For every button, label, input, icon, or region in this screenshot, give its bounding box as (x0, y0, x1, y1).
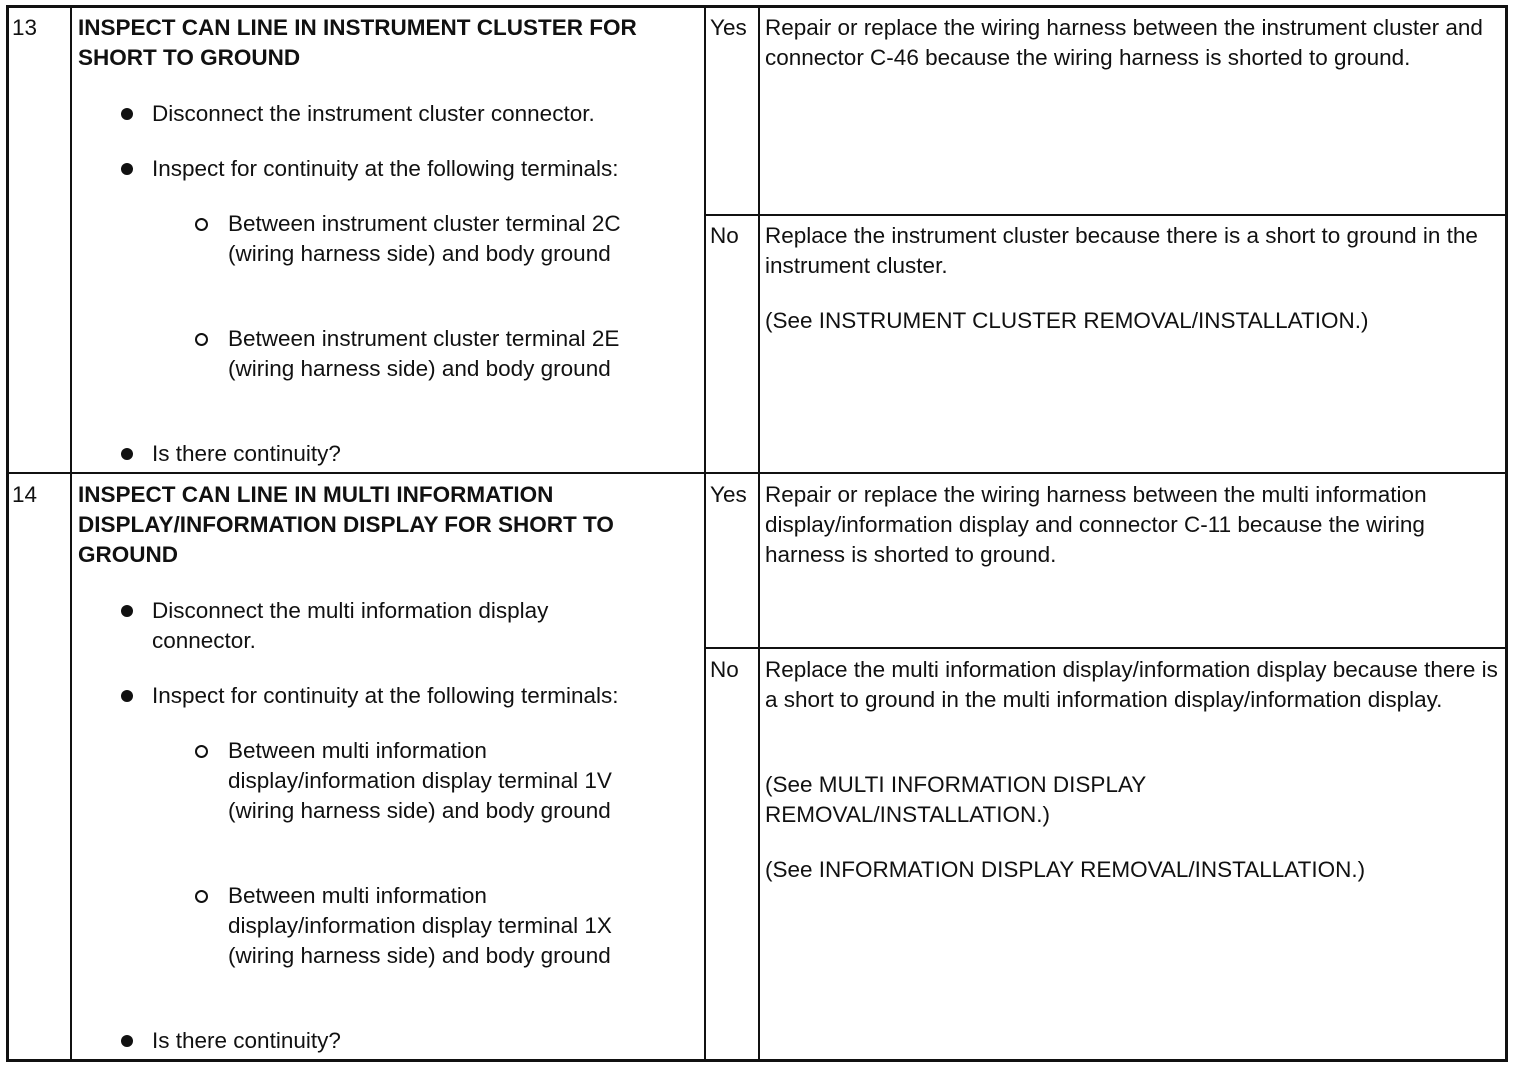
row-divider (9, 472, 1505, 474)
sub-bullet-text: Between instrument cluster terminal 2C (wiring harness side) and body ground (228, 211, 621, 266)
bullet-dot (121, 605, 133, 617)
result-no-action: Replace the instrument cluster because there is a short to ground in the instrument cluster. (765, 223, 1478, 278)
bullet-dot (121, 1035, 133, 1047)
bullet-text: Inspect for continuity at the following terminals: (152, 683, 619, 708)
bullet-text: Is there continuity? (152, 441, 341, 466)
reference-link-text: (See INFORMATION DISPLAY REMOVAL/INSTALLATION.) (765, 857, 1366, 882)
sub-bullet-ring (195, 745, 208, 758)
result-no-label: No (710, 657, 739, 682)
sub-bullet-text: Between instrument cluster terminal 2E (wiring harness side) and body ground (228, 326, 620, 381)
bullet-dot (121, 448, 133, 460)
step-number: 13 (12, 15, 38, 40)
result-yes-action: Repair or replace the wiring harness between the instrument cluster and connector C-46 because the wiring harness is shorted to ground. (765, 15, 1483, 70)
bullet-text: Disconnect the instrument cluster connector. (152, 101, 595, 126)
reference-link-text: (See INSTRUMENT CLUSTER REMOVAL/INSTALLATION.) (765, 308, 1369, 333)
result-yes-action: Repair or replace the wiring harness between the multi information display/information display and connector C-11 because the wiring harness is shorted to ground. (765, 482, 1427, 567)
result-no-label: No (710, 223, 739, 248)
sub-bullet-ring (195, 333, 208, 346)
yes-no-divider-13 (706, 214, 1505, 216)
column-divider-inspection (704, 8, 706, 1059)
yes-no-divider-14 (706, 647, 1505, 649)
bullet-text: Inspect for continuity at the following terminals: (152, 156, 619, 181)
column-divider-result (758, 8, 760, 1059)
sub-bullet-ring (195, 218, 208, 231)
bullet-text: Disconnect the multi information display connector. (152, 598, 549, 653)
result-no-action: Replace the multi information display/information display because there is a short to ground in the multi information display/information display. (765, 657, 1498, 712)
sub-bullet-ring (195, 890, 208, 903)
reference-link-text: (See MULTI INFORMATION DISPLAY REMOVAL/INSTALLATION.) (765, 772, 1146, 827)
bullet-dot (121, 690, 133, 702)
step-title: INSPECT CAN LINE IN MULTI INFORMATION DISPLAY/INFORMATION DISPLAY FOR SHORT TO GROUND (78, 482, 614, 567)
step-number: 14 (12, 482, 38, 507)
result-yes-label: Yes (710, 482, 747, 507)
bullet-text: Is there continuity? (152, 1028, 341, 1053)
sub-bullet-text: Between multi information display/information display terminal 1V (wiring harness side) and body ground (228, 738, 612, 823)
bullet-dot (121, 163, 133, 175)
result-yes-label: Yes (710, 15, 747, 40)
column-divider-step (70, 8, 72, 1059)
step-title: INSPECT CAN LINE IN INSTRUMENT CLUSTER FOR SHORT TO GROUND (78, 15, 637, 70)
sub-bullet-text: Between multi information display/information display terminal 1X (wiring harness side) and body ground (228, 883, 612, 968)
bullet-dot (121, 108, 133, 120)
